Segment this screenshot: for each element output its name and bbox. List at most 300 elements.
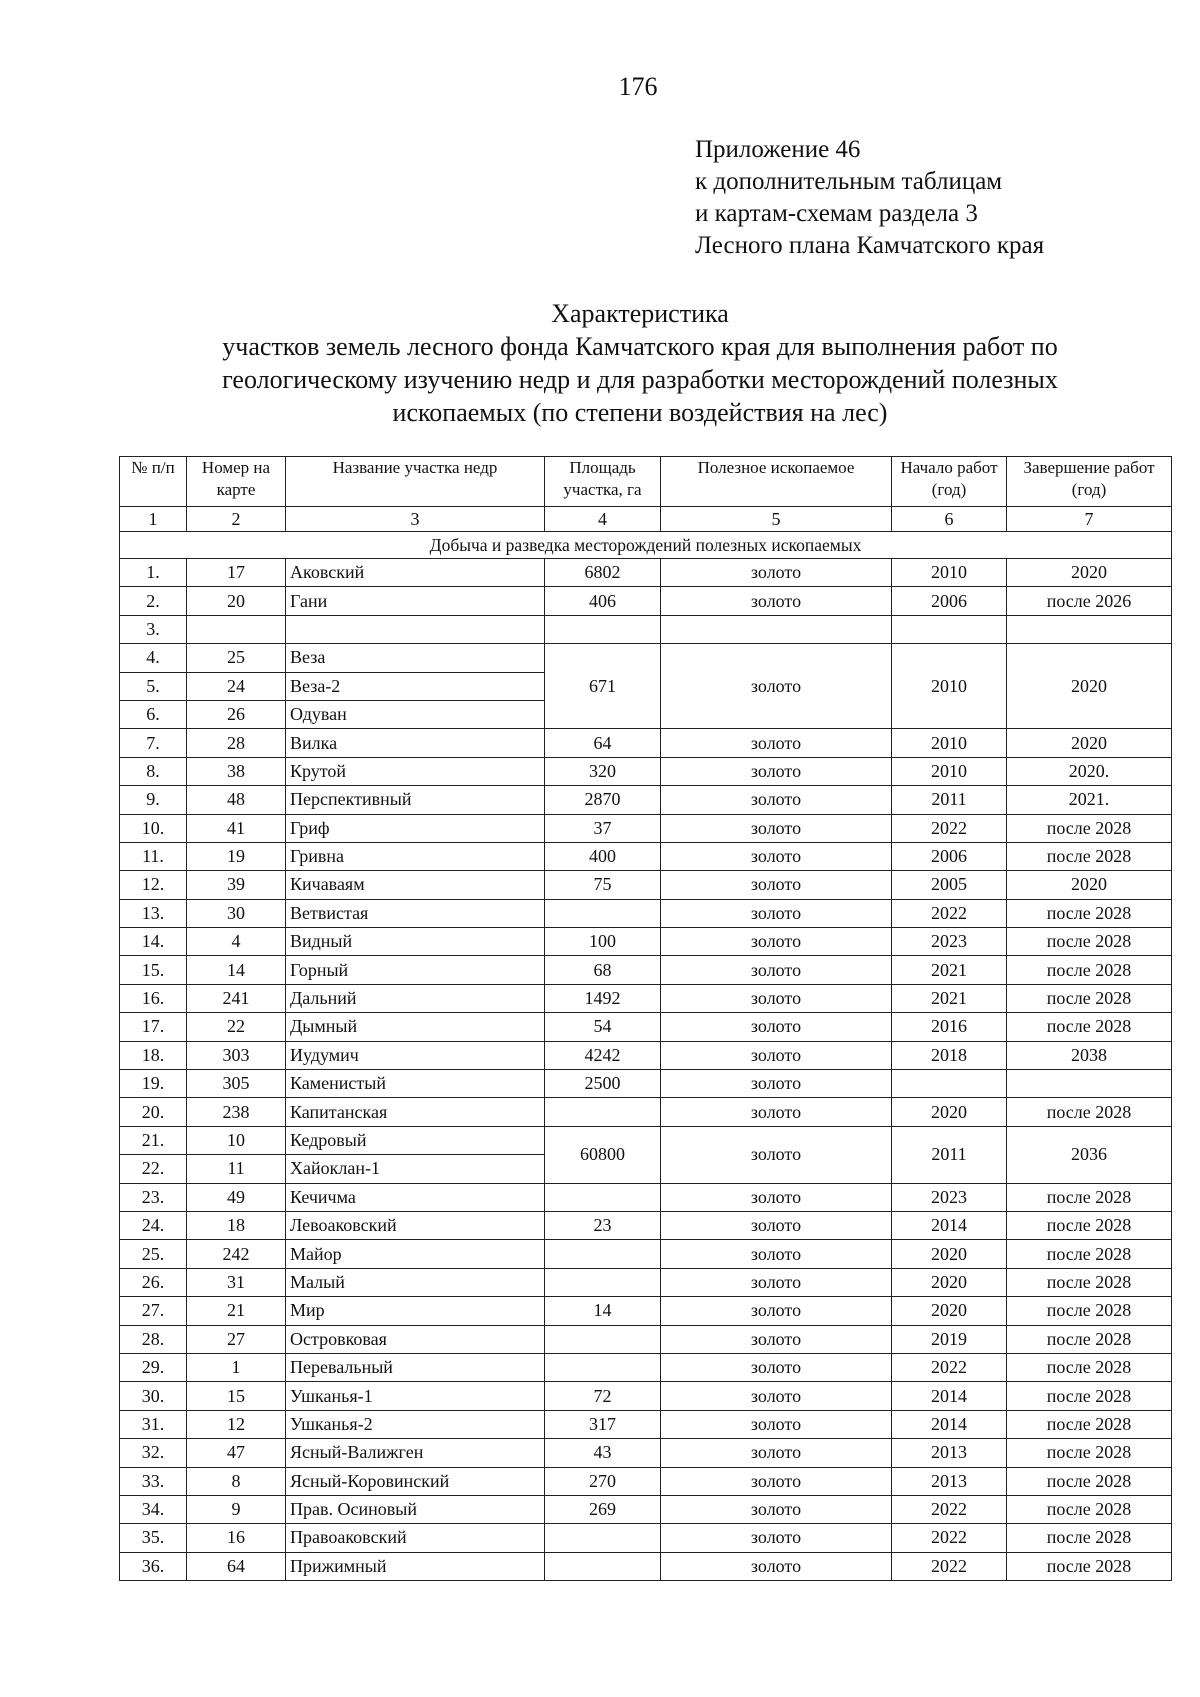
start-year-cell	[892, 615, 1007, 643]
row-number-cell: 26.	[120, 1268, 187, 1296]
site-name-cell	[286, 615, 545, 643]
end-year-cell: после 2028	[1007, 1382, 1172, 1410]
area-cell: 64	[545, 729, 661, 757]
table-row	[120, 1325, 1172, 1353]
row-number-cell: 11.	[120, 842, 187, 870]
area-cell: 270	[545, 1467, 661, 1495]
map-number-cell: 238	[187, 1098, 286, 1126]
table-row	[120, 899, 1172, 927]
map-number-cell: 4	[187, 928, 286, 956]
map-number-cell: 19	[187, 842, 286, 870]
mineral-cell: золото	[661, 1183, 892, 1211]
area-cell: 406	[545, 587, 661, 615]
area-cell	[545, 899, 661, 927]
column-number-row	[120, 507, 1172, 532]
map-number-cell: 24	[187, 672, 286, 700]
mineral-cell: золото	[661, 1098, 892, 1126]
row-number-cell: 16.	[120, 984, 187, 1012]
title-line: Характеристика	[551, 299, 729, 328]
site-name-cell: Видный	[286, 928, 545, 956]
map-number-cell: 25	[187, 644, 286, 672]
row-number-cell: 24.	[120, 1211, 187, 1239]
area-cell: 75	[545, 871, 661, 899]
area-cell	[545, 1524, 661, 1552]
map-number-cell	[187, 615, 286, 643]
end-year-cell: 2020.	[1007, 757, 1172, 785]
area-cell	[545, 1353, 661, 1381]
start-year-cell: 2013	[892, 1439, 1007, 1467]
map-number-cell: 47	[187, 1439, 286, 1467]
row-number-cell: 17.	[120, 1013, 187, 1041]
document-title	[120, 297, 1160, 429]
end-year-cell	[1007, 1070, 1172, 1098]
site-name-cell: Одуван	[286, 700, 545, 728]
mineral-cell: золото	[661, 1126, 892, 1183]
sites-table	[119, 456, 1172, 1581]
mineral-cell: золото	[661, 1041, 892, 1069]
mineral-cell: золото	[661, 1495, 892, 1523]
area-cell	[545, 1268, 661, 1296]
mineral-cell: золото	[661, 1268, 892, 1296]
area-cell	[545, 1240, 661, 1268]
table-row	[120, 1211, 1172, 1239]
start-year-cell: 2010	[892, 644, 1007, 729]
start-year-cell: 2016	[892, 1013, 1007, 1041]
row-number-cell: 27.	[120, 1297, 187, 1325]
start-year-cell: 2022	[892, 814, 1007, 842]
row-number-cell: 14.	[120, 928, 187, 956]
row-number-cell: 6.	[120, 700, 187, 728]
map-number-cell: 27	[187, 1325, 286, 1353]
row-number-cell: 12.	[120, 871, 187, 899]
end-year-cell: 2020	[1007, 729, 1172, 757]
map-number-cell: 48	[187, 786, 286, 814]
map-number-cell: 21	[187, 1297, 286, 1325]
mineral-cell: золото	[661, 956, 892, 984]
end-year-cell: после 2028	[1007, 1013, 1172, 1041]
map-number-cell: 38	[187, 757, 286, 785]
start-year-cell: 2020	[892, 1240, 1007, 1268]
area-cell: 1492	[545, 984, 661, 1012]
end-year-cell: после 2028	[1007, 1439, 1172, 1467]
row-number-cell: 7.	[120, 729, 187, 757]
table-row	[120, 956, 1172, 984]
mineral-cell: золото	[661, 786, 892, 814]
header-cell: Завершение работ (год)	[1007, 457, 1172, 507]
start-year-cell: 2022	[892, 1524, 1007, 1552]
site-name-cell: Каменистый	[286, 1070, 545, 1098]
end-year-cell: 2036	[1007, 1126, 1172, 1183]
row-number-cell: 21.	[120, 1126, 187, 1154]
table-row	[120, 1041, 1172, 1069]
row-number-cell: 19.	[120, 1070, 187, 1098]
end-year-cell: 2020	[1007, 644, 1172, 729]
table-row	[120, 1268, 1172, 1296]
map-number-cell: 17	[187, 559, 286, 587]
map-number-cell: 20	[187, 587, 286, 615]
end-year-cell: после 2028	[1007, 984, 1172, 1012]
row-number-cell: 13.	[120, 899, 187, 927]
table-row	[120, 1126, 1172, 1154]
start-year-cell: 2023	[892, 1183, 1007, 1211]
mineral-cell: золото	[661, 1382, 892, 1410]
site-name-cell: Капитанская	[286, 1098, 545, 1126]
table-header-row	[120, 457, 1172, 507]
table-row	[120, 757, 1172, 785]
start-year-cell: 2010	[892, 757, 1007, 785]
map-number-cell: 11	[187, 1155, 286, 1183]
map-number-cell: 303	[187, 1041, 286, 1069]
start-year-cell: 2013	[892, 1467, 1007, 1495]
mineral-cell	[661, 615, 892, 643]
row-number-cell: 18.	[120, 1041, 187, 1069]
row-number-cell: 9.	[120, 786, 187, 814]
start-year-cell: 2005	[892, 871, 1007, 899]
end-year-cell: после 2028	[1007, 1524, 1172, 1552]
map-number-cell: 28	[187, 729, 286, 757]
end-year-cell: после 2028	[1007, 842, 1172, 870]
table-row	[120, 786, 1172, 814]
site-name-cell: Крутой	[286, 757, 545, 785]
area-cell: 2870	[545, 786, 661, 814]
header-cell: Номер на карте	[187, 457, 286, 507]
table-row	[120, 928, 1172, 956]
row-number-cell: 34.	[120, 1495, 187, 1523]
end-year-cell: после 2028	[1007, 1410, 1172, 1438]
mineral-cell: золото	[661, 842, 892, 870]
map-number-cell: 39	[187, 871, 286, 899]
table-row	[120, 1297, 1172, 1325]
start-year-cell: 2006	[892, 587, 1007, 615]
site-name-cell: Ветвистая	[286, 899, 545, 927]
table-row	[120, 1467, 1172, 1495]
mineral-cell: золото	[661, 1013, 892, 1041]
site-name-cell: Аковский	[286, 559, 545, 587]
start-year-cell: 2019	[892, 1325, 1007, 1353]
end-year-cell: 2021.	[1007, 786, 1172, 814]
header-cell: Полезное ископаемое	[661, 457, 892, 507]
column-number: 7	[1007, 507, 1172, 532]
area-cell: 400	[545, 842, 661, 870]
area-cell: 37	[545, 814, 661, 842]
area-cell	[545, 1325, 661, 1353]
row-number-cell: 31.	[120, 1410, 187, 1438]
site-name-cell: Прав. Осиновый	[286, 1495, 545, 1523]
site-name-cell: Левоаковский	[286, 1211, 545, 1239]
start-year-cell: 2010	[892, 559, 1007, 587]
row-number-cell: 8.	[120, 757, 187, 785]
map-number-cell: 12	[187, 1410, 286, 1438]
appendix-line: и картам-схемам раздела 3	[695, 200, 978, 227]
map-number-cell: 22	[187, 1013, 286, 1041]
area-cell: 72	[545, 1382, 661, 1410]
mineral-cell: золото	[661, 1211, 892, 1239]
row-number-cell: 30.	[120, 1382, 187, 1410]
table-row	[120, 1070, 1172, 1098]
row-number-cell: 4.	[120, 644, 187, 672]
area-cell: 23	[545, 1211, 661, 1239]
column-number: 1	[120, 507, 187, 532]
map-number-cell: 10	[187, 1126, 286, 1154]
row-number-cell: 28.	[120, 1325, 187, 1353]
map-number-cell: 8	[187, 1467, 286, 1495]
mineral-cell: золото	[661, 871, 892, 899]
end-year-cell: 2020	[1007, 871, 1172, 899]
site-name-cell: Прижимный	[286, 1552, 545, 1580]
end-year-cell: после 2028	[1007, 1268, 1172, 1296]
table-row	[120, 1098, 1172, 1126]
page-number: 176	[618, 72, 658, 101]
site-name-cell: Дымный	[286, 1013, 545, 1041]
end-year-cell: после 2028	[1007, 928, 1172, 956]
table-row	[120, 1183, 1172, 1211]
appendix-line: Приложение 46	[695, 136, 861, 163]
site-name-cell: Хайоклан-1	[286, 1155, 545, 1183]
area-cell: 68	[545, 956, 661, 984]
start-year-cell: 2021	[892, 984, 1007, 1012]
table-row	[120, 814, 1172, 842]
area-cell: 317	[545, 1410, 661, 1438]
table-row	[120, 1410, 1172, 1438]
mineral-cell: золото	[661, 814, 892, 842]
site-name-cell: Кечичма	[286, 1183, 545, 1211]
start-year-cell: 2011	[892, 786, 1007, 814]
table-row	[120, 1552, 1172, 1580]
start-year-cell: 2022	[892, 1552, 1007, 1580]
table-row	[120, 729, 1172, 757]
mineral-cell: золото	[661, 1439, 892, 1467]
map-number-cell: 30	[187, 899, 286, 927]
row-number-cell: 36.	[120, 1552, 187, 1580]
site-name-cell: Островковая	[286, 1325, 545, 1353]
map-number-cell: 64	[187, 1552, 286, 1580]
start-year-cell	[892, 1070, 1007, 1098]
end-year-cell: после 2028	[1007, 1183, 1172, 1211]
end-year-cell: после 2028	[1007, 899, 1172, 927]
row-number-cell: 35.	[120, 1524, 187, 1552]
appendix-block	[695, 134, 1044, 262]
table-row	[120, 1240, 1172, 1268]
row-number-cell: 10.	[120, 814, 187, 842]
area-cell	[545, 615, 661, 643]
header-cell: Название участка недр	[286, 457, 545, 507]
end-year-cell: после 2028	[1007, 1495, 1172, 1523]
area-cell: 6802	[545, 559, 661, 587]
end-year-cell: после 2026	[1007, 587, 1172, 615]
end-year-cell: после 2028	[1007, 1353, 1172, 1381]
table-row	[120, 1382, 1172, 1410]
site-name-cell: Веза	[286, 644, 545, 672]
row-number-cell: 5.	[120, 672, 187, 700]
area-cell: 4242	[545, 1041, 661, 1069]
mineral-cell: золото	[661, 899, 892, 927]
map-number-cell: 1	[187, 1353, 286, 1381]
mineral-cell: золото	[661, 1325, 892, 1353]
site-name-cell: Горный	[286, 956, 545, 984]
row-number-cell: 20.	[120, 1098, 187, 1126]
table-row	[120, 615, 1172, 643]
site-name-cell: Дальний	[286, 984, 545, 1012]
mineral-cell: золото	[661, 928, 892, 956]
site-name-cell: Веза-2	[286, 672, 545, 700]
appendix-line: Лесного плана Камчатского края	[695, 232, 1045, 259]
map-number-cell: 49	[187, 1183, 286, 1211]
site-name-cell: Малый	[286, 1268, 545, 1296]
area-cell	[545, 1098, 661, 1126]
header-cell: Площадь участка, га	[545, 457, 661, 507]
area-cell	[545, 1183, 661, 1211]
site-name-cell: Иудумич	[286, 1041, 545, 1069]
area-cell: 671	[545, 644, 661, 729]
header-cell: № п/п	[120, 457, 187, 507]
title-line: геологическому изучению недр и для разработки месторождений полезных	[222, 365, 1058, 394]
map-number-cell: 9	[187, 1495, 286, 1523]
map-number-cell: 242	[187, 1240, 286, 1268]
start-year-cell: 2006	[892, 842, 1007, 870]
title-line: ископаемых (по степени воздействия на лес)	[392, 398, 888, 427]
row-number-cell: 25.	[120, 1240, 187, 1268]
row-number-cell: 32.	[120, 1439, 187, 1467]
site-name-cell: Кедровый	[286, 1126, 545, 1154]
end-year-cell: после 2028	[1007, 956, 1172, 984]
title-line: участков земель лесного фонда Камчатского края для выполнения работ по	[222, 332, 1058, 361]
table-row	[120, 1495, 1172, 1523]
row-number-cell: 33.	[120, 1467, 187, 1495]
table-row	[120, 871, 1172, 899]
start-year-cell: 2014	[892, 1410, 1007, 1438]
table-row	[120, 1439, 1172, 1467]
site-name-cell: Перевальный	[286, 1353, 545, 1381]
column-number: 3	[286, 507, 545, 532]
site-name-cell: Мир	[286, 1297, 545, 1325]
end-year-cell	[1007, 615, 1172, 643]
column-number: 6	[892, 507, 1007, 532]
map-number-cell: 241	[187, 984, 286, 1012]
area-cell	[545, 1552, 661, 1580]
start-year-cell: 2014	[892, 1211, 1007, 1239]
map-number-cell: 41	[187, 814, 286, 842]
column-number: 4	[545, 507, 661, 532]
area-cell: 320	[545, 757, 661, 785]
mineral-cell: золото	[661, 984, 892, 1012]
end-year-cell: после 2028	[1007, 1098, 1172, 1126]
row-number-cell: 3.	[120, 615, 187, 643]
start-year-cell: 2011	[892, 1126, 1007, 1183]
end-year-cell: после 2028	[1007, 1240, 1172, 1268]
mineral-cell: золото	[661, 1297, 892, 1325]
mineral-cell: золото	[661, 1552, 892, 1580]
end-year-cell: после 2028	[1007, 814, 1172, 842]
start-year-cell: 2023	[892, 928, 1007, 956]
map-number-cell: 18	[187, 1211, 286, 1239]
site-name-cell: Перспективный	[286, 786, 545, 814]
site-name-cell: Майор	[286, 1240, 545, 1268]
table-row	[120, 842, 1172, 870]
row-number-cell: 2.	[120, 587, 187, 615]
start-year-cell: 2010	[892, 729, 1007, 757]
start-year-cell: 2022	[892, 1495, 1007, 1523]
site-name-cell: Вилка	[286, 729, 545, 757]
header-cell: Начало работ (год)	[892, 457, 1007, 507]
map-number-cell: 305	[187, 1070, 286, 1098]
end-year-cell: после 2028	[1007, 1325, 1172, 1353]
row-number-cell: 23.	[120, 1183, 187, 1211]
end-year-cell: после 2028	[1007, 1297, 1172, 1325]
row-number-cell: 29.	[120, 1353, 187, 1381]
start-year-cell: 2020	[892, 1268, 1007, 1296]
map-number-cell: 16	[187, 1524, 286, 1552]
section-title: Добыча и разведка месторождений полезных ископаемых	[120, 532, 1172, 559]
start-year-cell: 2022	[892, 1353, 1007, 1381]
end-year-cell: 2038	[1007, 1041, 1172, 1069]
start-year-cell: 2020	[892, 1098, 1007, 1126]
area-cell: 2500	[545, 1070, 661, 1098]
sites-table-body	[120, 457, 1172, 1581]
area-cell: 60800	[545, 1126, 661, 1183]
table-row	[120, 1013, 1172, 1041]
site-name-cell: Ясный-Коровинский	[286, 1467, 545, 1495]
table-row	[120, 1353, 1172, 1381]
area-cell: 54	[545, 1013, 661, 1041]
row-number-cell: 22.	[120, 1155, 187, 1183]
mineral-cell: золото	[661, 757, 892, 785]
start-year-cell: 2018	[892, 1041, 1007, 1069]
mineral-cell: золото	[661, 1467, 892, 1495]
column-number: 2	[187, 507, 286, 532]
site-name-cell: Кичаваям	[286, 871, 545, 899]
mineral-cell: золото	[661, 1070, 892, 1098]
area-cell: 269	[545, 1495, 661, 1523]
site-name-cell: Ушканья-2	[286, 1410, 545, 1438]
end-year-cell: 2020	[1007, 559, 1172, 587]
row-number-cell: 1.	[120, 559, 187, 587]
mineral-cell: золото	[661, 1353, 892, 1381]
mineral-cell: золото	[661, 1240, 892, 1268]
mineral-cell: золото	[661, 729, 892, 757]
table-row	[120, 1524, 1172, 1552]
area-cell: 43	[545, 1439, 661, 1467]
map-number-cell: 31	[187, 1268, 286, 1296]
table-row	[120, 587, 1172, 615]
mineral-cell: золото	[661, 1410, 892, 1438]
table-row	[120, 559, 1172, 587]
end-year-cell: после 2028	[1007, 1211, 1172, 1239]
site-name-cell: Гани	[286, 587, 545, 615]
site-name-cell: Гривна	[286, 842, 545, 870]
mineral-cell: золото	[661, 559, 892, 587]
map-number-cell: 26	[187, 700, 286, 728]
map-number-cell: 14	[187, 956, 286, 984]
site-name-cell: Ясный-Валижген	[286, 1439, 545, 1467]
start-year-cell: 2021	[892, 956, 1007, 984]
site-name-cell: Гриф	[286, 814, 545, 842]
section-row	[120, 532, 1172, 559]
end-year-cell: после 2028	[1007, 1467, 1172, 1495]
start-year-cell: 2022	[892, 899, 1007, 927]
mineral-cell: золото	[661, 587, 892, 615]
appendix-line: к дополнительным таблицам	[695, 168, 1003, 195]
area-cell: 14	[545, 1297, 661, 1325]
mineral-cell: золото	[661, 644, 892, 729]
map-number-cell: 15	[187, 1382, 286, 1410]
table-row	[120, 984, 1172, 1012]
mineral-cell: золото	[661, 1524, 892, 1552]
site-name-cell: Правоаковский	[286, 1524, 545, 1552]
start-year-cell: 2020	[892, 1297, 1007, 1325]
area-cell: 100	[545, 928, 661, 956]
row-number-cell: 15.	[120, 956, 187, 984]
end-year-cell: после 2028	[1007, 1552, 1172, 1580]
